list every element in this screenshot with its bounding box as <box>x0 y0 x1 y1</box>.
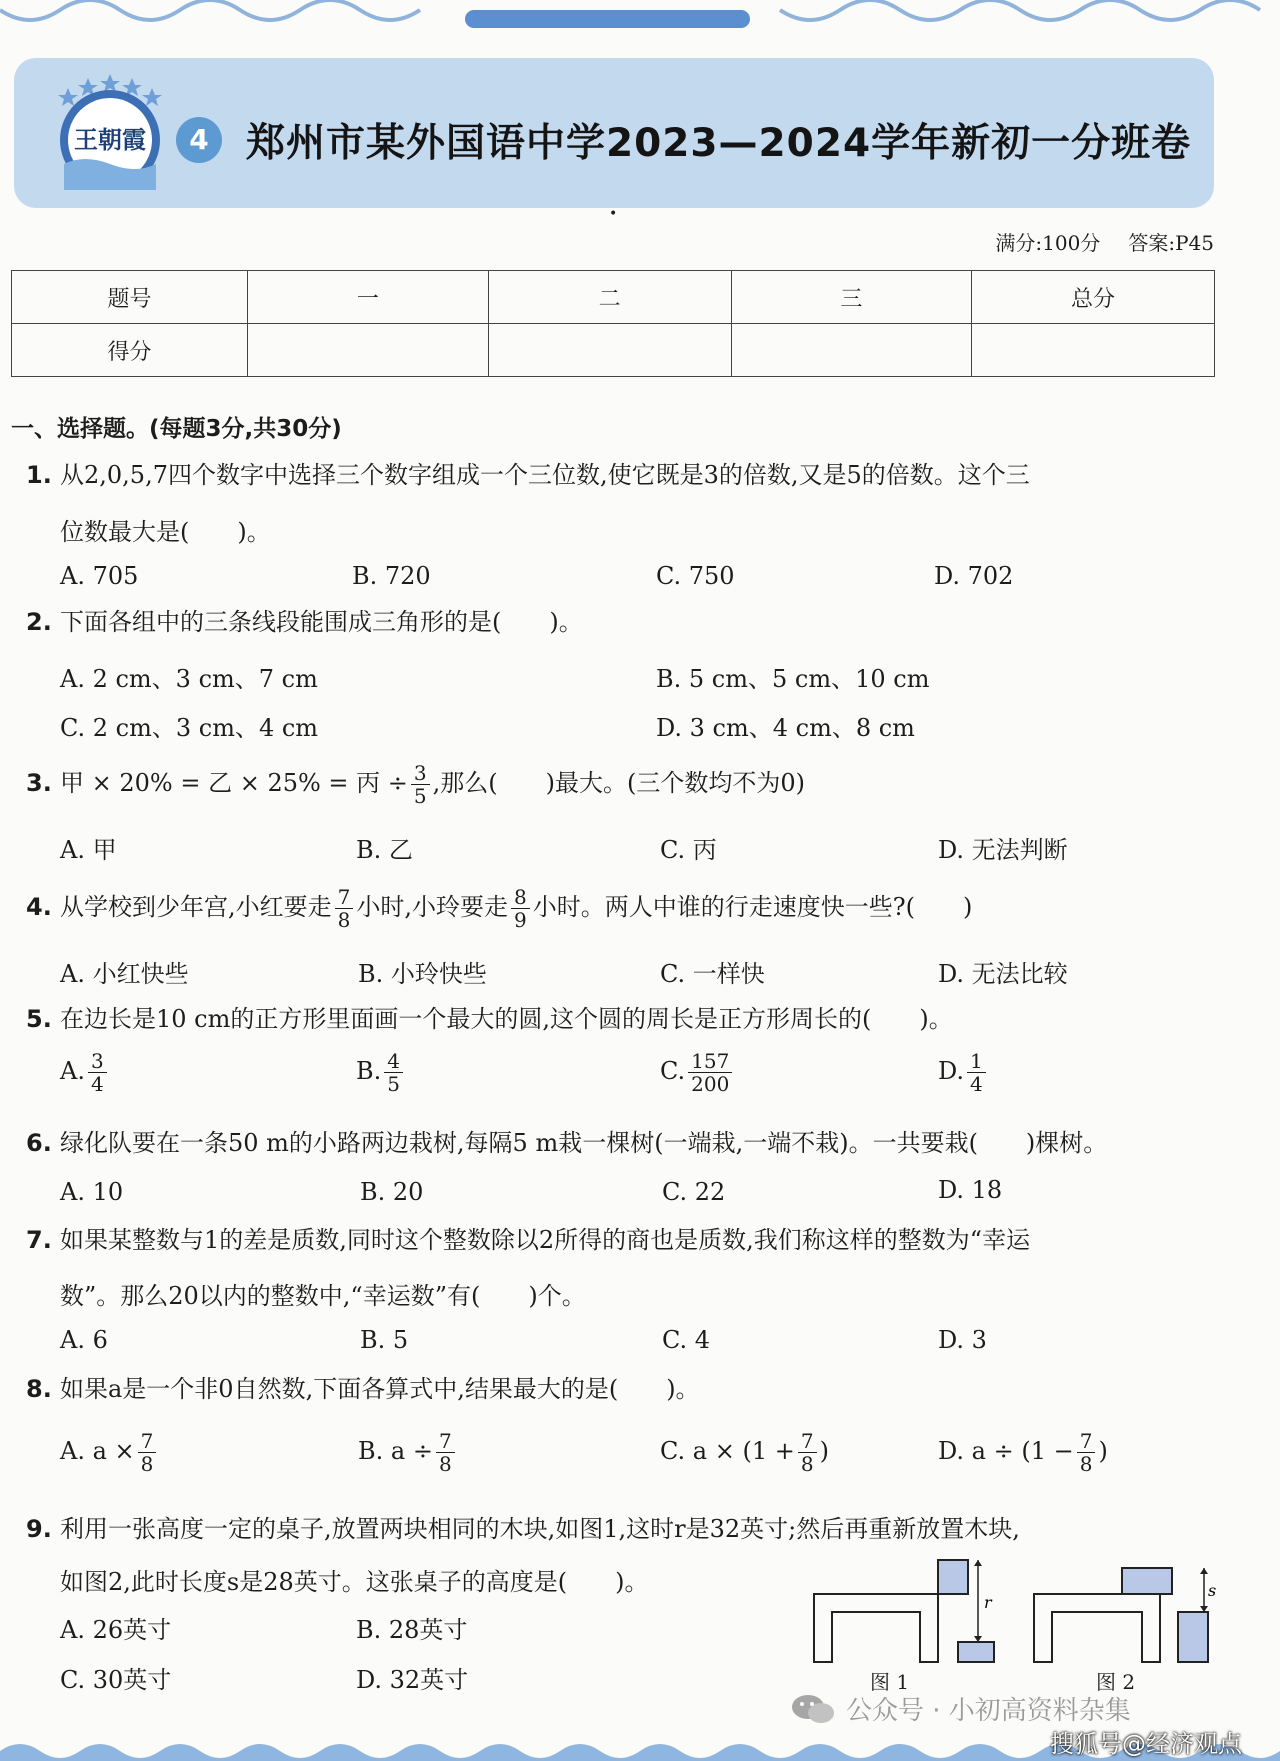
question-number: 8. <box>26 1375 52 1403</box>
question-text-line2: 位数最大是( )。 <box>60 518 271 546</box>
fraction: $\frac{7}{8}$ <box>335 886 354 931</box>
option-d: D. $\frac{1}{4}$ <box>938 1050 989 1095</box>
score-cell <box>488 324 731 377</box>
question-number: 7. <box>26 1226 52 1254</box>
option-c: C. 一样快 <box>660 960 765 988</box>
option-c: C. 2 cm、3 cm、4 cm <box>60 714 319 742</box>
question-1 <box>26 460 1030 490</box>
question-number: 5. <box>26 1005 52 1033</box>
question-text: ,那么( )最大。(三个数均不为0) <box>432 769 805 797</box>
option-a: A. 2 cm、3 cm、7 cm <box>60 665 318 693</box>
option-a: A. $\frac{3}{4}$ <box>60 1050 110 1095</box>
question-text: 甲 × 20% = 乙 × 25% = 丙 ÷ <box>60 769 408 797</box>
exam-title: 郑州市某外国语中学2023—2024学年新初一分班卷 <box>246 121 1192 166</box>
question-9 <box>26 1514 1020 1544</box>
dot-mark: • <box>609 206 618 222</box>
svg-text:r: r <box>984 1593 992 1612</box>
option-d: D. 702 <box>934 562 1014 590</box>
question-4 <box>26 886 972 931</box>
score-table-header: 二 <box>488 271 731 324</box>
option-c: C. 22 <box>662 1178 726 1206</box>
score-table <box>11 270 1215 377</box>
option-a: A. a × $\frac{7}{8}$ <box>60 1430 159 1475</box>
option-d: D. 无法比较 <box>938 960 1068 988</box>
score-table-header: 三 <box>731 271 972 324</box>
option-b: B. $\frac{4}{5}$ <box>356 1050 406 1095</box>
score-table-header: 题号 <box>12 271 248 324</box>
score-meta <box>995 227 1214 256</box>
option-a: A. 705 <box>60 562 139 590</box>
question-number: 1. <box>26 461 52 489</box>
question-text: 从学校到少年宫,小红要走 <box>60 893 332 921</box>
option-b: B. 5 <box>360 1326 409 1354</box>
wechat-icon <box>790 1692 836 1726</box>
option-a: A. 10 <box>60 1178 124 1206</box>
option-b: B. 720 <box>352 562 431 590</box>
question-7 <box>26 1225 1030 1255</box>
svg-text:王朝霞: 王朝霞 <box>74 125 146 154</box>
question-text: 在边长是10 cm的正方形里面画一个最大的圆,这个圆的周长是正方形周长的( )。 <box>60 1005 953 1033</box>
option-c: C. 30英寸 <box>60 1666 172 1694</box>
exam-number-badge: 4 <box>176 117 222 163</box>
wechat-watermark: 公众号 · 小初高资料杂集 <box>846 1696 1131 1726</box>
option-d: D. 32英寸 <box>356 1666 469 1694</box>
question-text: 如果a是一个非0自然数,下面各算式中,结果最大的是( )。 <box>60 1375 700 1403</box>
question-text: 下面各组中的三条线段能围成三角形的是( )。 <box>60 608 583 636</box>
option-c: C. 4 <box>662 1326 711 1354</box>
option-c: C. a × (1 + $\frac{7}{8}$ ) <box>660 1429 829 1476</box>
option-a: A. 26英寸 <box>60 1616 172 1644</box>
option-d: D. 3 cm、4 cm、8 cm <box>656 714 915 742</box>
option-a: A. 6 <box>60 1326 108 1354</box>
section-title: 一、选择题。(每题3分,共30分) <box>11 416 342 442</box>
option-c: C. 丙 <box>660 836 717 864</box>
question-number: 9. <box>26 1515 52 1543</box>
score-table-header: 总分 <box>972 271 1215 324</box>
fraction: $\frac{3}{5}$ <box>411 762 430 807</box>
figure-1-label: 图 1 <box>870 1670 910 1694</box>
option-d: D. a ÷ (1 − $\frac{7}{8}$ ) <box>938 1429 1108 1476</box>
fraction: $\frac{8}{9}$ <box>511 886 530 931</box>
option-b: B. 5 cm、5 cm、10 cm <box>656 665 930 693</box>
option-b: B. a ÷ $\frac{7}{8}$ <box>358 1430 458 1475</box>
question-number: 2. <box>26 608 52 636</box>
question-8 <box>26 1374 700 1404</box>
option-b: B. 乙 <box>356 836 413 864</box>
figure-2 <box>1032 1556 1222 1664</box>
score-cell <box>731 324 972 377</box>
question-5 <box>26 1004 953 1034</box>
top-wave-border <box>0 0 1280 40</box>
option-c: C. 750 <box>656 562 735 590</box>
question-text: 从2,0,5,7四个数字中选择三个数字组成一个三位数,使它既是3的倍数,又是5的倍数。这个三 <box>60 461 1030 489</box>
option-b: B. 小玲快些 <box>358 960 487 988</box>
question-number: 6. <box>26 1129 52 1157</box>
score-cell <box>248 324 489 377</box>
question-text-line2: 如图2,此时长度s是28英寸。这张桌子的高度是( )。 <box>60 1568 649 1596</box>
score-row-label: 得分 <box>12 324 248 377</box>
score-cell <box>972 324 1215 377</box>
question-text: 小时。两人中谁的行走速度快一些?( ) <box>532 893 973 921</box>
question-text: 如果某整数与1的差是质数,同时这个整数除以2所得的商也是质数,我们称这样的整数为“幸运 <box>60 1226 1031 1254</box>
question-2 <box>26 607 583 637</box>
question-6 <box>26 1128 1107 1158</box>
option-c: C. $\frac{157}{200}$ <box>660 1050 735 1095</box>
score-table-row <box>12 324 1215 377</box>
svg-text:s: s <box>1208 1581 1217 1600</box>
question-3 <box>26 762 805 807</box>
question-text: 利用一张高度一定的桌子,放置两块相同的木块,如图1,这时r是32英寸;然后再重新放置木块, <box>60 1515 1020 1543</box>
option-b: B. 20 <box>360 1178 424 1206</box>
option-b: B. 28英寸 <box>356 1616 468 1644</box>
score-table-header: 一 <box>248 271 489 324</box>
question-number: 3. <box>26 769 52 797</box>
option-a: A. 小红快些 <box>60 960 189 988</box>
figure-1 <box>812 1556 1002 1664</box>
sohu-watermark: 搜狐号@经济观点 <box>1050 1730 1242 1758</box>
question-text-line2: 数”。那么20以内的整数中,“幸运数”有( )个。 <box>60 1282 586 1310</box>
score-table-header-row <box>12 271 1215 324</box>
full-score: 满分:100分 <box>995 231 1101 255</box>
option-d: D. 3 <box>938 1326 987 1354</box>
option-d: D. 18 <box>938 1176 1003 1204</box>
question-number: 4. <box>26 893 52 921</box>
figure-2-label: 图 2 <box>1096 1670 1136 1694</box>
question-text: 绿化队要在一条50 m的小路两边栽树,每隔5 m栽一棵树(一端栽,一端不栽)。一共要栽( )棵树。 <box>60 1129 1108 1157</box>
answer-page: 答案:P45 <box>1128 231 1214 255</box>
option-d: D. 无法判断 <box>938 836 1068 864</box>
publisher-logo <box>34 68 174 196</box>
option-a: A. 甲 <box>60 836 117 864</box>
question-text: 小时,小玲要走 <box>356 893 509 921</box>
